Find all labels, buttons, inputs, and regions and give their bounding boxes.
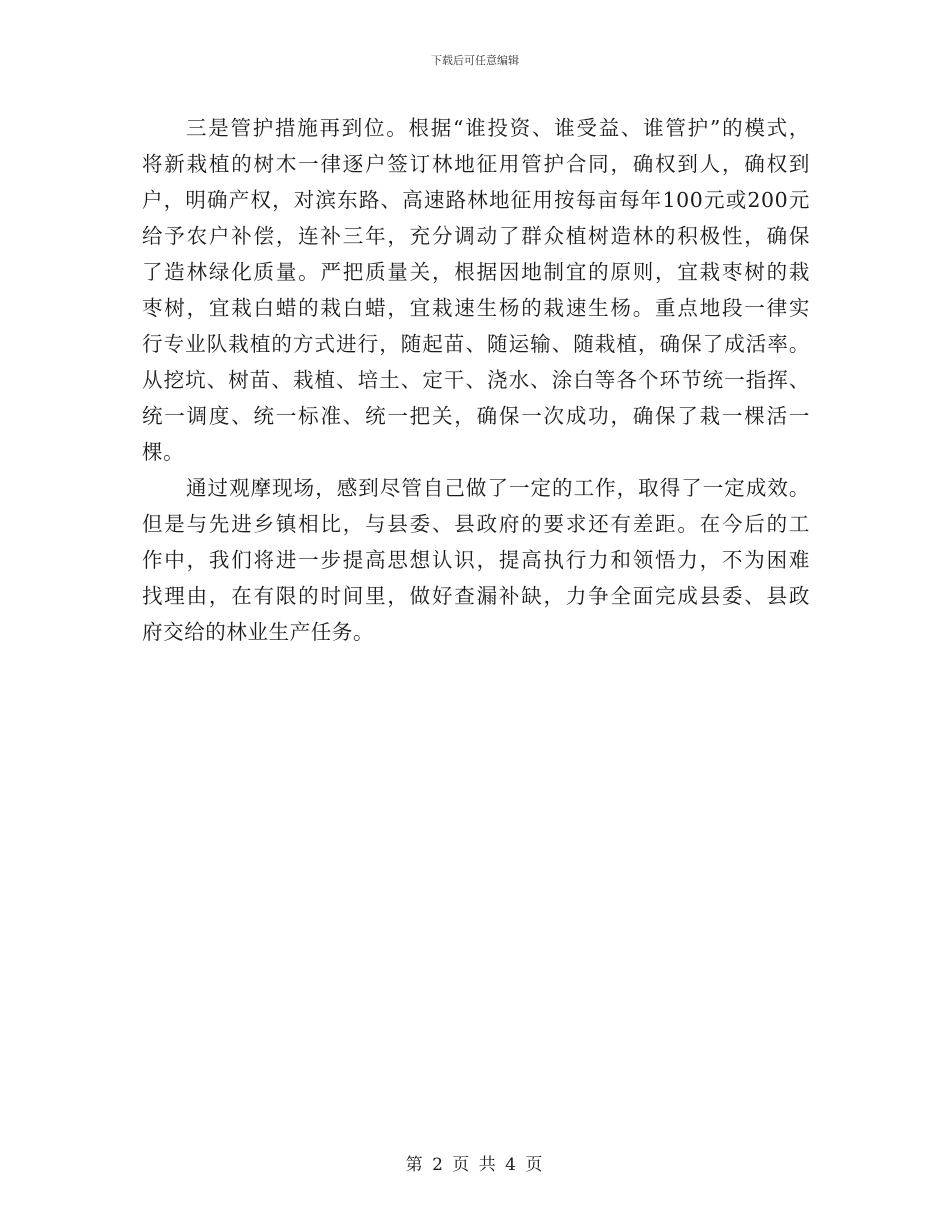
paragraph-line: 找理由，在有限的时间里，做好查漏补缺，力争全面完成县委、县政 [142,584,810,608]
paragraph-line: 了造林绿化质量。严把质量关，根据因地制宜的原则，宜栽枣树的栽 [142,260,810,284]
paragraph-line: 户，明确产权，对滨东路、高速路林地征用按每亩每年100元或200元 [142,188,810,212]
paragraph-1 [142,110,810,470]
paragraph-line: 统一调度、统一标准、统一把关，确保一次成功，确保了栽一棵活一 [142,404,810,428]
paragraph-line: 府交给的林业生产任务。 [142,620,375,644]
paragraph-line: 从挖坑、树苗、栽植、培土、定干、浇水、涂白等各个环节统一指挥、 [142,368,810,392]
paragraph-line: 枣树，宜栽白蜡的栽白蜡，宜栽速生杨的栽速生杨。重点地段一律实 [142,296,810,320]
paragraph-line: 但是与先进乡镇相比，与县委、县政府的要求还有差距。在今后的工 [142,512,810,536]
paragraph-line: 通过观摩现场，感到尽管自己做了一定的工作，取得了一定成效。 [186,476,810,500]
paragraph-line: 行专业队栽植的方式进行，随起苗、随运输、随栽植，确保了成活率。 [142,332,810,356]
document-body [142,110,810,650]
paragraph-2 [142,470,810,650]
paragraph-line: 三是管护措施再到位。根据“谁投资、谁受益、谁管护”的模式， [186,116,810,140]
page-header: 下载后可任意编辑 [431,54,519,67]
paragraph-line: 给予农户补偿，连补三年，充分调动了群众植树造林的积极性，确保 [142,224,810,248]
paragraph-line: 将新栽植的树木一律逐户签订林地征用管护合同，确权到人，确权到 [142,152,810,176]
paragraph-line: 作中，我们将进一步提高思想认识，提高执行力和领悟力，不为困难 [142,548,810,572]
paragraph-line: 棵。 [142,440,185,464]
page-footer: 第 2 页 共 4 页 [405,1155,545,1175]
